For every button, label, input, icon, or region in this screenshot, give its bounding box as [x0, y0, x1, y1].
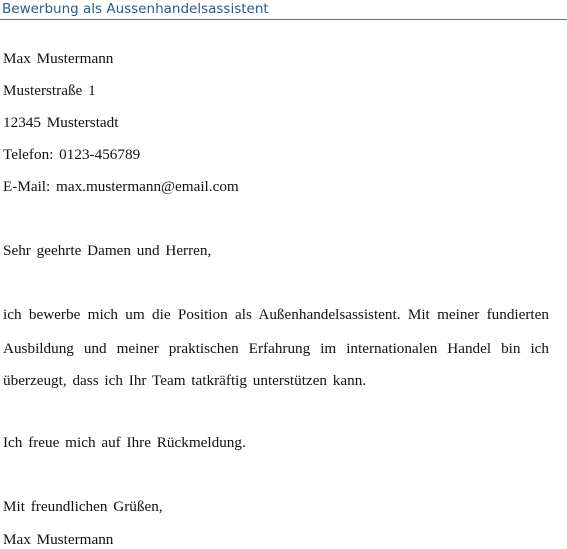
- sender-street: Musterstraße 1: [3, 82, 96, 99]
- header-divider: [0, 19, 567, 20]
- paragraph1-line: überzeugt, dass ich Ihr Team tatkräftig unterstützen kann.: [3, 372, 367, 389]
- paragraph1-line: ich bewerbe mich um die Position als Außenhandelsassistent. Mit meiner fundierten: [3, 306, 549, 323]
- sender-email: E-Mail: max.mustermann@email.com: [3, 178, 239, 195]
- sender-name: Max Mustermann: [3, 50, 114, 67]
- document-title: Bewerbung als Aussenhandelsassistent: [2, 1, 269, 17]
- sender-city: 12345 Musterstadt: [3, 114, 119, 131]
- sender-phone: Telefon: 0123-456789: [3, 146, 141, 163]
- document-header: [0, 0, 567, 20]
- signature: Max Mustermann: [3, 531, 114, 548]
- salutation: Sehr geehrte Damen und Herren,: [3, 242, 212, 259]
- closing: Mit freundlichen Grüßen,: [3, 498, 163, 515]
- paragraph2: Ich freue mich auf Ihre Rückmeldung.: [3, 434, 246, 451]
- paragraph1-line: Ausbildung und meiner praktischen Erfahrung im internationalen Handel bin ich: [3, 340, 549, 357]
